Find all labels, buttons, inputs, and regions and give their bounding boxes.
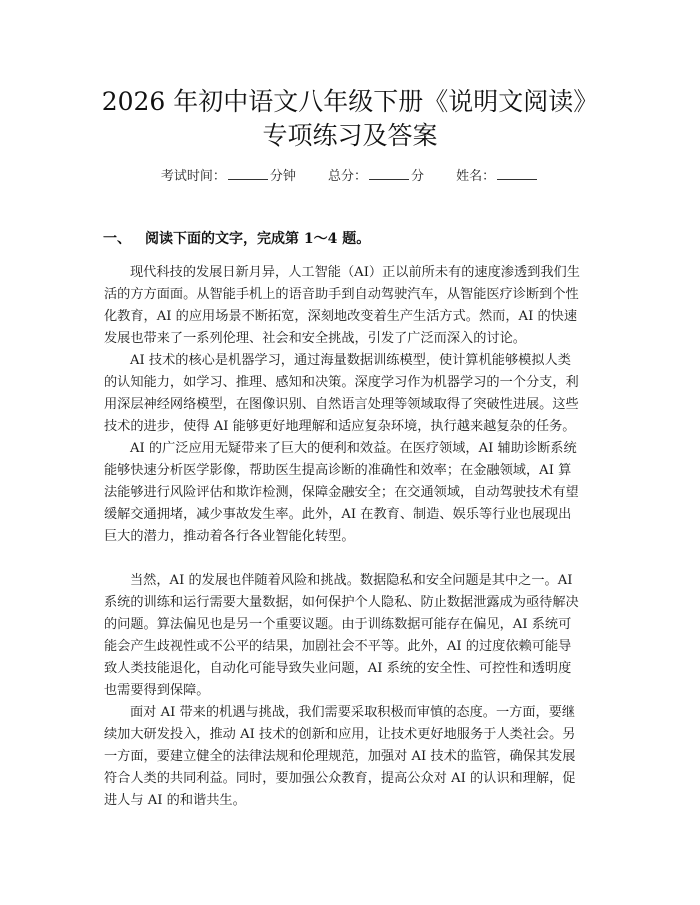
exam-score-unit: 分 <box>411 169 425 184</box>
paragraph-2 <box>104 350 598 438</box>
paragraph-line: 能会产生歧视性或不公平的结果，加剧社会不平等。此外，AI 的过度依赖可能导 <box>104 639 572 654</box>
exam-name-blank <box>497 166 537 180</box>
paragraph-line: 致人类技能退化，自动化可能导致失业问题，AI 系统的安全性、可控性和透明度 <box>104 661 572 676</box>
paragraph-line: 系统的训练和运行需要大量数据，如何保护个人隐私、防止数据泄露成为亟待解决 <box>104 595 579 610</box>
paragraph-line: 技术的进步，使得 AI 能够更好地理解和适应复杂环境，执行越来越复杂的任务。 <box>104 419 576 434</box>
paragraph-4 <box>104 570 598 702</box>
paragraph-line: AI 的广泛应用无疑带来了巨大的便利和效益。在医疗领域，AI 辅助诊断系统 <box>130 441 577 456</box>
paragraph-line: 当然，AI 的发展也伴随着风险和挑战。数据隐私和安全问题是其中之一。AI <box>130 573 573 588</box>
paragraph-line: 巨大的潜力，推动着各行各业智能化转型。 <box>104 529 355 544</box>
section-instruction: 阅读下面的文字，完成第 1～4 题。 <box>145 231 371 247</box>
paragraph-line: 的问题。算法偏见也是另一个重要议题。由于训练数据可能存在偏见，AI 系统可 <box>104 617 572 632</box>
paragraph-line: 缓解交通拥堵，减少事故发生率。此外，AI 在教育、制造、娱乐等行业也展现出 <box>104 507 572 522</box>
exam-time <box>161 166 296 187</box>
paragraph-line: 能够快速分析医学影像，帮助医生提高诊断的准确性和效率；在金融领域，AI 算 <box>104 463 572 478</box>
paragraph-line: 用深层神经网络模型，在图像识别、自然语言处理等领域取得了突破性进展。这些 <box>104 397 579 412</box>
paragraph-line: 法能够进行风险评估和欺诈检测，保障金融安全；在交通领域，自动驾驶技术有望 <box>104 485 579 500</box>
exam-time-label: 考试时间： <box>160 169 226 184</box>
exam-time-blank <box>228 166 268 180</box>
paragraph-line: 的认知能力，如学习、推理、感知和决策。深度学习作为机器学习的一个分支，利 <box>104 375 579 390</box>
paragraph-line: AI 技术的核心是机器学习，通过海量数据训练模型，使计算机能够模拟人类 <box>130 353 571 368</box>
exam-score-blank <box>369 166 409 180</box>
exam-score <box>328 166 424 187</box>
exam-name <box>456 166 539 187</box>
paragraph-line: 面对 AI 带来的机遇与挑战，我们需要采取积极而审慎的态度。一方面，要继 <box>130 705 576 720</box>
paragraph-line: 一方面，要建立健全的法律法规和伦理规范，加强对 AI 技术的监管，确保其发展 <box>104 749 576 764</box>
paragraph-line: 符合人类的共同利益。同时，要加强公众教育，提高公众对 AI 的认识和理解，促 <box>104 771 576 786</box>
paragraph-line: 进人与 AI 的和谐共生。 <box>104 793 246 808</box>
paragraph-5 <box>104 702 598 812</box>
section-number: 一、 <box>103 231 131 247</box>
paragraph-line: 现代科技的发展日新月异，人工智能（AI）正以前所未有的速度渗透到我们生 <box>130 265 580 280</box>
section-heading <box>103 229 370 249</box>
paragraph-line: 也需要得到保障。 <box>104 683 210 698</box>
paragraph-3 <box>104 438 598 548</box>
paragraph-line: 发展也带来了一系列伦理、社会和安全挑战，引发了广泛而深入的讨论。 <box>104 331 526 346</box>
paragraph-line: 续加大研发投入，推动 AI 技术的创新和应用，让技术更好地服务于人类社会。另 <box>104 727 576 742</box>
exam-score-label: 总分： <box>327 169 367 184</box>
exam-info-row <box>0 166 700 187</box>
paragraph-line: 活的方方面面。从智能手机上的语音助手到自动驾驶汽车，从智能医疗诊断到个性 <box>104 287 579 302</box>
exam-name-label: 姓名： <box>456 169 496 184</box>
document-title-line-2: 专项练习及答案 <box>262 121 438 150</box>
document-title-line-1: 2026 年初中语文八年级下册《说明文阅读》 <box>101 87 599 116</box>
paragraph-line: 化教育，AI 的应用场景不断拓宽，深刻地改变着生产生活方式。然而，AI 的快速 <box>104 309 578 324</box>
paragraph-1 <box>104 262 598 350</box>
exam-time-unit: 分钟 <box>269 169 296 184</box>
